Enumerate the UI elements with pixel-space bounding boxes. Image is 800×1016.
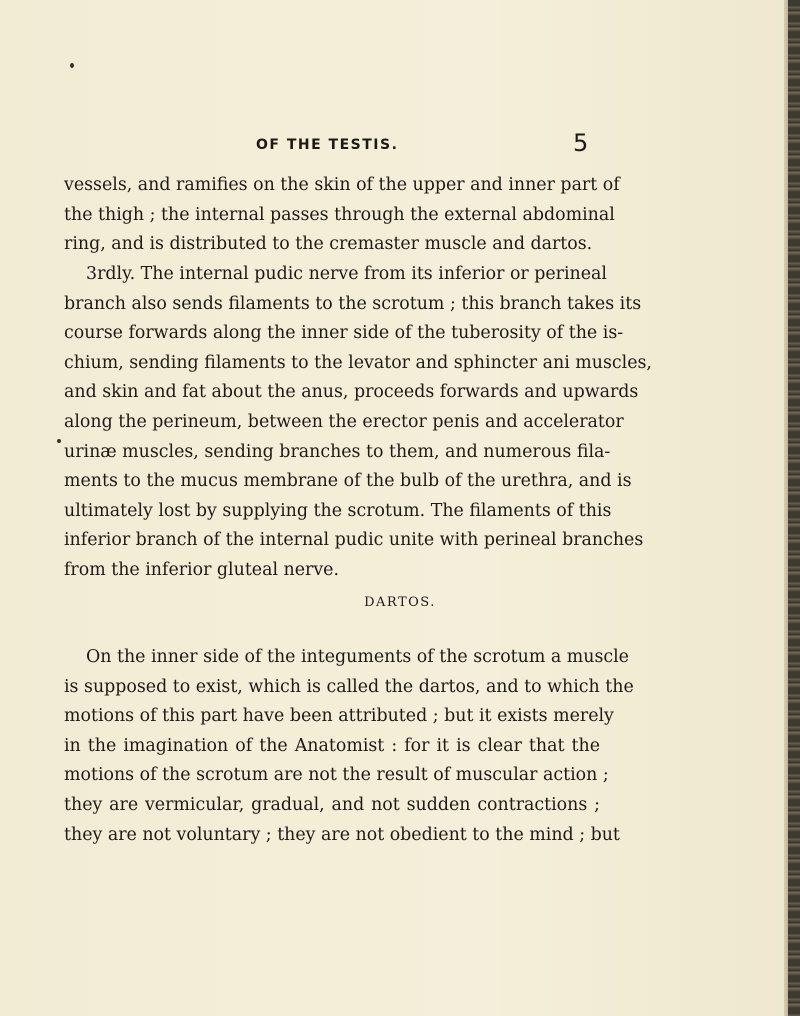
paragraph-dartos [64,643,634,850]
paragraph-internal-pudic [64,260,652,586]
text-line: ments to the mucus membrane of the bulb of the urethra, and is [64,471,632,492]
ink-speck-margin [57,439,61,443]
text-line: motions of the scrotum are not the result of muscular action ; [64,765,609,786]
text-line: chium, sending filaments to the levator and sphincter ani muscles, [64,352,652,373]
ink-speck-top [70,63,74,68]
text-line: urinæ muscles, sending branches to them, and numerous fila- [64,441,611,462]
text-line: ultimately lost by supplying the scrotum. The filaments of this [64,500,612,521]
section-heading: DARTOS. [364,595,436,610]
text-line: inferior branch of the internal pudic unite with perineal branches [64,530,644,551]
text-line: course forwards along the inner side of the tuberosity of the is- [64,323,624,344]
paragraph-continued [64,171,620,260]
text-line: in the imagination of the Anatomist : for it is clear that the [64,735,600,756]
text-line: they are vermicular, gradual, and not sudden contractions ; [64,794,600,815]
text-line: along the perineum, between the erector penis and accelerator [64,411,624,432]
running-head-title: OF THE TESTIS. [256,137,399,153]
text-line: vessels, and ramifies on the skin of the upper and inner part of [64,175,620,195]
text-line: from the inferior gluteal nerve. [64,559,340,580]
text-line: they are not voluntary ; they are not obedient to the mind ; but [64,824,620,845]
text-line: On the inner side of the integuments of the scrotum a muscle [86,647,629,667]
text-line: is supposed to exist, which is called the dartos, and to which the [64,676,634,697]
text-line: motions of this part have been attributed ; but it exists merely [64,706,614,727]
text-line: ring, and is distributed to the cremaster muscle and dartos. [64,234,593,255]
text-line: the thigh ; the internal passes through the external abdominal [64,204,615,225]
page-number: 5 [573,129,589,157]
text-line: branch also sends filaments to the scrotum ; this branch takes its [64,293,642,314]
running-head [0,129,800,163]
text-line: 3rdly. The internal pudic nerve from its inferior or perineal [86,264,607,284]
text-line: and skin and fat about the anus, proceeds forwards and upwards [64,382,639,403]
